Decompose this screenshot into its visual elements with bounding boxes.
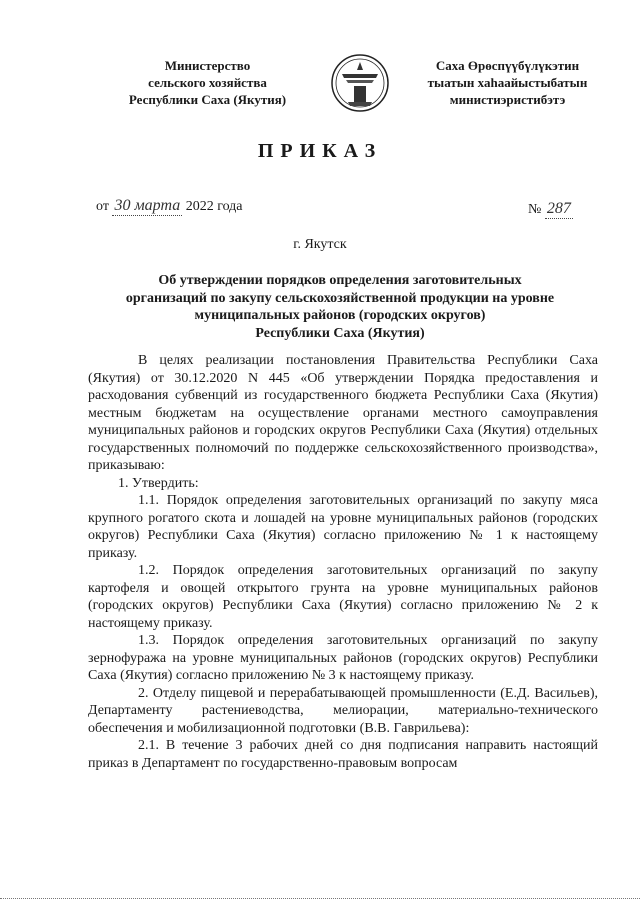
page-footer-divider: [0, 898, 640, 899]
number-prefix: №: [528, 202, 542, 217]
ministry-name-russian: [100, 57, 315, 108]
org-line: Республики Саха (Якутия): [128, 92, 287, 107]
date-prefix: от: [96, 199, 109, 214]
paragraph-preamble: В целях реализации постановления Правительства Республики Саха (Якутия) от 30.12.2020 N 445 «Об утверждении Порядка предоставления и расходования субвенций из государственного бюджета Республики Саха (Якутия) местным бюджетам на осуществление органами местного самоуправления муниципальных районов и городских округов Республики Саха (Якутия) отдельных государственных полномочий по поддержке сельскохозяйственного производства», приказываю:: [88, 353, 598, 473]
org-line: министиэристибэтэ: [449, 92, 566, 107]
yakutia-coat-of-arms-icon: [330, 52, 390, 114]
subject-line: Республики Саха (Якутия): [255, 325, 425, 341]
order-number: [528, 200, 573, 219]
date-line: [96, 197, 243, 216]
subject-line: организаций по закупу сельскохозяйственной продукции на уровне: [125, 290, 555, 306]
paragraph-1-3: 1.3. Порядок определения заготовительных организаций по закупу зернофуража на уровне муниципальных районов (городских округов) Республики Саха (Якутия) согласно приложению № 3 к настоящему приказу.: [88, 633, 598, 683]
order-body: [88, 352, 598, 772]
paragraph-1: 1. Утвердить:: [118, 475, 199, 491]
handwritten-date: 30 марта: [114, 197, 181, 214]
org-line: сельского хозяйства: [148, 75, 267, 90]
order-subject: [100, 272, 580, 342]
subject-line: муниципальных районов (городских округов): [194, 308, 486, 323]
handwritten-number: 287: [546, 200, 571, 217]
org-line: Министерство: [164, 58, 251, 73]
paragraph-1-1: 1.1. Порядок определения заготовительных организаций по закупу мяса крупного рогатого скота и лошадей на уровне муниципальных районов (городских округов) Республики Саха (Якутия) согласно приложению № 1 к настоящему приказу.: [88, 493, 598, 561]
paragraph-1-2: 1.2. Порядок определения заготовительных организаций по закупу картофеля и овощей открытого грунта на уровне муниципальных районов (городских округов) Республики Саха (Якутия) согласно приложению № 2 к настоящему приказу.: [88, 563, 598, 631]
subject-line: Об утверждении порядков определения заготовительных: [158, 273, 522, 288]
paragraph-2: 2. Отделу пищевой и перерабатывающей промышленности (Е.Д. Васильев), Департаменту растениеводства, мелиорации, материально-технического обеспечения и мобилизационной подготовки (В.В. Гаврильева):: [88, 685, 598, 736]
org-line: Саха Өрөспүүбүлүкэтин: [435, 58, 580, 73]
document-type-title: ПРИКАЗ: [257, 140, 383, 162]
ministry-name-sakha: [400, 57, 615, 108]
city-line: г. Якутск: [293, 237, 347, 252]
paragraph-2-1: 2.1. В течение 3 рабочих дней со дня подписания направить настоящий приказ в Департамент по государственно-правовым вопросам: [88, 738, 598, 771]
date-suffix: 2022 года: [185, 199, 243, 214]
org-line: тыатын хаһаайыстыбатын: [427, 75, 588, 90]
